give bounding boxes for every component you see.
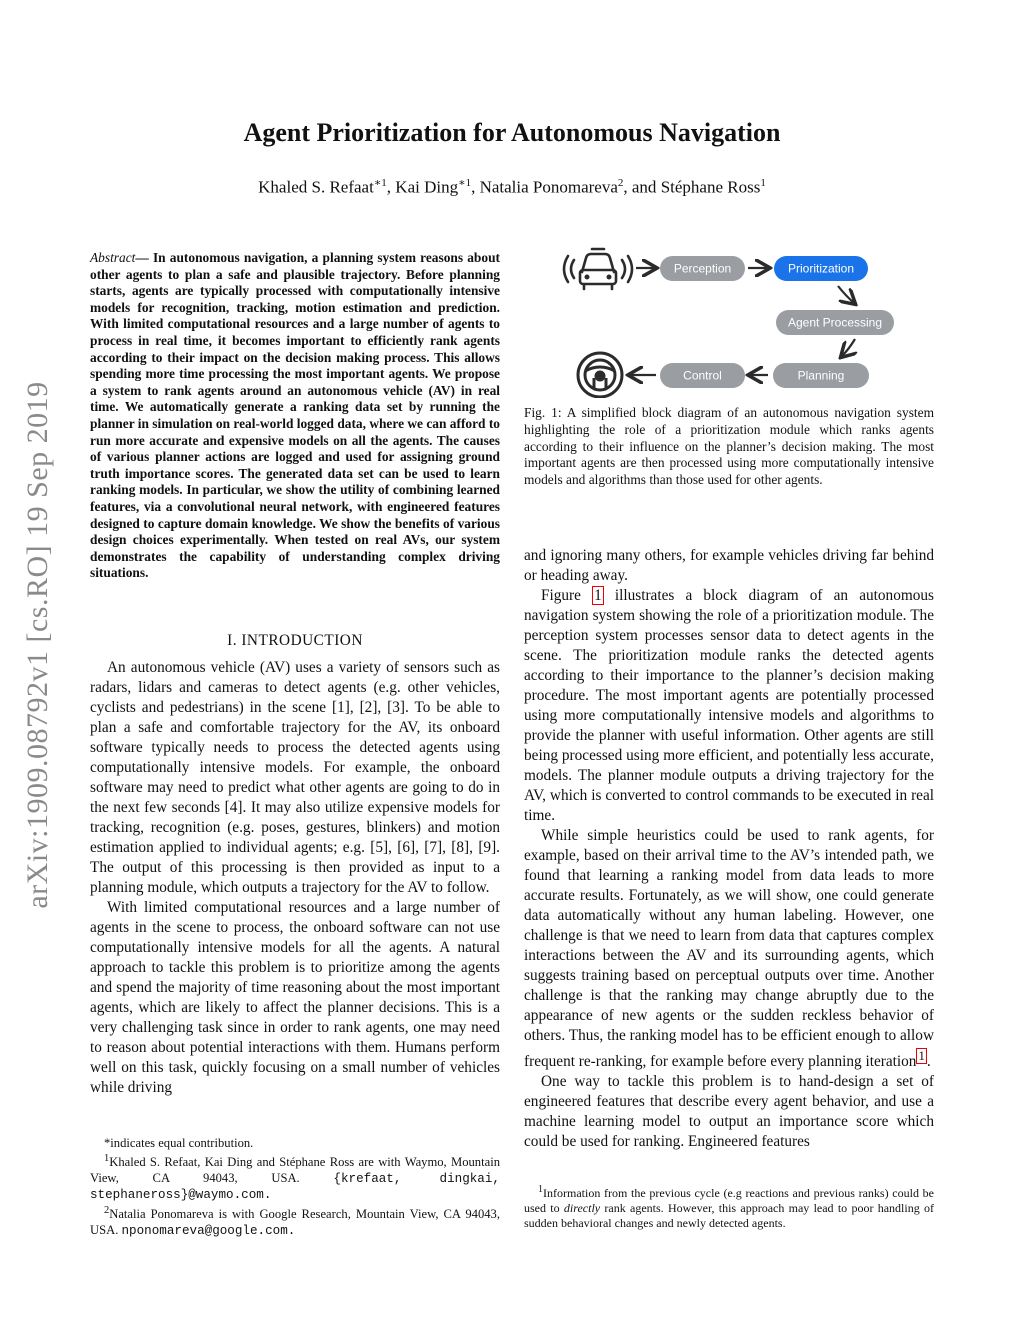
footnote-mark: 1 bbox=[538, 1184, 543, 1195]
agent-processing-node bbox=[776, 310, 894, 335]
paragraph-text: Figure bbox=[541, 587, 593, 604]
car-sensor-icon bbox=[564, 249, 632, 289]
arxiv-stamp-text: arXiv:1909.08792v1 [cs.RO] 19 Sep 2019 bbox=[21, 381, 54, 909]
footnote-text: *indicates equal contribution. bbox=[104, 1136, 254, 1150]
footnote bbox=[90, 1203, 500, 1239]
author-name: Kai Ding bbox=[395, 177, 459, 197]
footnote-text: Khaled S. Refaat, Kai Ding and Stéphane Ross are with Waymo, Mountain View, CA 94043, USA. bbox=[90, 1155, 500, 1185]
footnote-mark: 1 bbox=[104, 1153, 110, 1165]
paragraph: One way to tackle this problem is to hand-design a set of engineered features that describe every agent behavior, and use a machine learning model to output an importance score which could be used for ranking. Engineered features bbox=[524, 1073, 934, 1151]
right-footnote bbox=[524, 1182, 934, 1231]
paragraph-text: illustrates a block diagram of an autonomous navigation system showing the role of a prioritization module. The perception system processes sensor data to detect agents in the scene. The prioritization module ranks the detected agents according to their importance to the planner’s decision making procedure. The most important agents are potentially processed using more computationally intensive models and algorithms to provide the planner with useful information. Other agents are still being processed using more efficient, and potentially less accurate, models. The planner module outputs a driving trajectory for the AV, which is converted to control commands to be executed in real time. bbox=[524, 587, 934, 824]
control-node bbox=[660, 363, 745, 388]
paragraph: An autonomous vehicle (AV) uses a variety of sensors such as radars, lidars and cameras to detect agents (e.g. other vehicles, cyclists and pedestrians) in the scene [1], [2], [3]. To be able to plan a safe and comfortable trajectory for the AV, its onboard software typically needs to process the detected agents using computationally intensive models. For example, the onboard software may need to predict what other agents are going to do in the next few seconds [4]. It may also utilize expensive models for tracking, recognition (e.g. poses, gestures, blinkers) and motion estimation applied to individual agents; e.g. [5], [6], [7], [8], [9]. The output of this processing is then provided as input to a planning module, which outputs a trajectory for the AV to follow. bbox=[90, 659, 500, 896]
planning-node-label: Planning bbox=[797, 368, 845, 383]
author-affiliation-mark: 2 bbox=[617, 177, 624, 189]
email-address[interactable]: {krefaat, dingkai, stephaneross}@waymo.com. bbox=[90, 1171, 500, 1203]
affiliation-footnotes bbox=[90, 1136, 500, 1239]
paragraph: With limited computational resources and a large number of agents in the scene to process, the onboard software can not use computationally intensive models for all the agents. A natural approach to tackle this problem is to prioritize among the agents and spend the majority of time reasoning about the most important agents, which are likely to affect the planner decisions. This is a very challenging task since in order to rank agents, one may need to reason about potential interactions with them. Humans perform well on this task, quickly focusing on a small number of vehicles while driving bbox=[90, 899, 500, 1096]
perception-node-label: Perception bbox=[673, 261, 732, 276]
prioritization-node bbox=[774, 256, 868, 281]
footnote-text: Natalia Ponomareva is with Google Research, Mountain View, CA 94043, USA. bbox=[90, 1207, 500, 1237]
author-name: Natalia Ponomareva bbox=[479, 177, 618, 197]
author-separator: , and bbox=[623, 177, 661, 197]
footnote-emphasis: directly bbox=[563, 1201, 601, 1215]
footnote-text: rank agents. However, this approach may lead to poor handling of sudden behavioral changes and newly detected agents. bbox=[524, 1201, 935, 1230]
flow-arrow bbox=[842, 339, 855, 356]
abstract-text: In autonomous navigation, a planning system reasons about other agents to plan a safe and plausible trajectory. Before planning starts, agents are typically processed with computationally intensive models for recognition, tracking, motion estimation and prediction. With limited computational resources and a large number of agents to process in real time, it becomes important to efficiently rank agents according to their impact on the decision making process. This allows spending more time processing the most important agents. We propose a system to rank agents around an autonomous vehicle (AV) in real time. We automatically generate a ranking data set by running the planner in simulation on real-world logged data, where we can afford to run more accurate and expensive models on all the agents. The causes of various planner actions are logged and used for assigning ground truth importance scores. The generated data set can be used to learn ranking models. In particular, we show the utility of combining learned features, via a convolutional neural network, with engineered features designed to capture domain knowledge. We show the benefits of various design choices experimentally. When tested on real AVs, our system demonstrates the capability of understanding complex driving situations. bbox=[90, 250, 500, 581]
author-name: Stéphane Ross bbox=[660, 177, 761, 197]
left-column-body bbox=[90, 658, 500, 1098]
author-separator: , bbox=[386, 177, 396, 197]
author-affiliation-mark: 1 bbox=[760, 177, 766, 189]
author-name: Khaled S. Refaat bbox=[258, 177, 374, 197]
paragraph-text: While simple heuristics could be used to rank agents, for example, based on their arrival time to the AV’s intended path, we found that learning a ranking model from data leads to more accurate results. Fortunately, as we will show, one could generate data automatically without any human labeling. However, one challenge is that we need to learn from data that captures complex interactions between the AV and its surrounding agents, which suggests training based on perceptual outputs over time. Another challenge is that the ranking may change abruptly due to the appearance of new agents or the sudden reckless behavior of others. Thus, the ranking model has to be efficient enough to allow frequent re-ranking, for example before every planning iteration bbox=[524, 827, 934, 1071]
arxiv-stamp bbox=[18, 355, 58, 935]
abstract-label: Abstract bbox=[90, 250, 136, 265]
footnote bbox=[90, 1136, 500, 1151]
author-affiliation-mark: ∗1 bbox=[373, 177, 387, 189]
abstract-dash: — bbox=[135, 250, 153, 265]
email-address[interactable]: nponomareva@google.com. bbox=[121, 1223, 296, 1238]
paragraph: and ignoring many others, for example vehicles driving far behind or heading away. bbox=[524, 547, 934, 584]
perception-node bbox=[660, 256, 745, 281]
paper-title: Agent Prioritization for Autonomous Navigation bbox=[243, 118, 781, 147]
section-heading: I. INTRODUCTION bbox=[227, 632, 363, 649]
footnote bbox=[524, 1182, 934, 1231]
figure-reference-link[interactable]: 1 bbox=[594, 587, 602, 604]
paragraph bbox=[524, 826, 934, 1072]
control-node-label: Control bbox=[683, 368, 722, 383]
figure-1-diagram bbox=[560, 238, 920, 398]
author-list bbox=[0, 176, 1024, 198]
author-affiliation-mark: ∗1 bbox=[458, 177, 472, 189]
author-separator: , bbox=[471, 177, 480, 197]
paragraph bbox=[524, 586, 934, 826]
flow-arrow bbox=[838, 286, 854, 303]
footnote-text: Information from the previous cycle (e.g reactions and previous ranks) could be used to bbox=[524, 1186, 934, 1215]
prioritization-node-label: Prioritization bbox=[787, 261, 855, 276]
planning-node bbox=[773, 363, 869, 388]
footnote-mark: 2 bbox=[104, 1205, 110, 1217]
right-column-body bbox=[524, 546, 934, 1152]
steering-wheel-icon bbox=[578, 353, 622, 397]
abstract bbox=[90, 250, 500, 582]
figure-caption: Fig. 1: A simplified block diagram of an autonomous navigation system highlighting the role of a prioritization module which ranks agents according to their influence on the planner’s decision making. The most important agents are then processed using more computationally intensive models and algorithms than those used for other agents. bbox=[524, 405, 934, 488]
agent-processing-node-label: Agent Processing bbox=[787, 315, 883, 330]
footnote-reference-link[interactable]: 1 bbox=[918, 1049, 925, 1063]
paragraph-text: . bbox=[926, 1053, 931, 1071]
footnote bbox=[90, 1151, 500, 1203]
